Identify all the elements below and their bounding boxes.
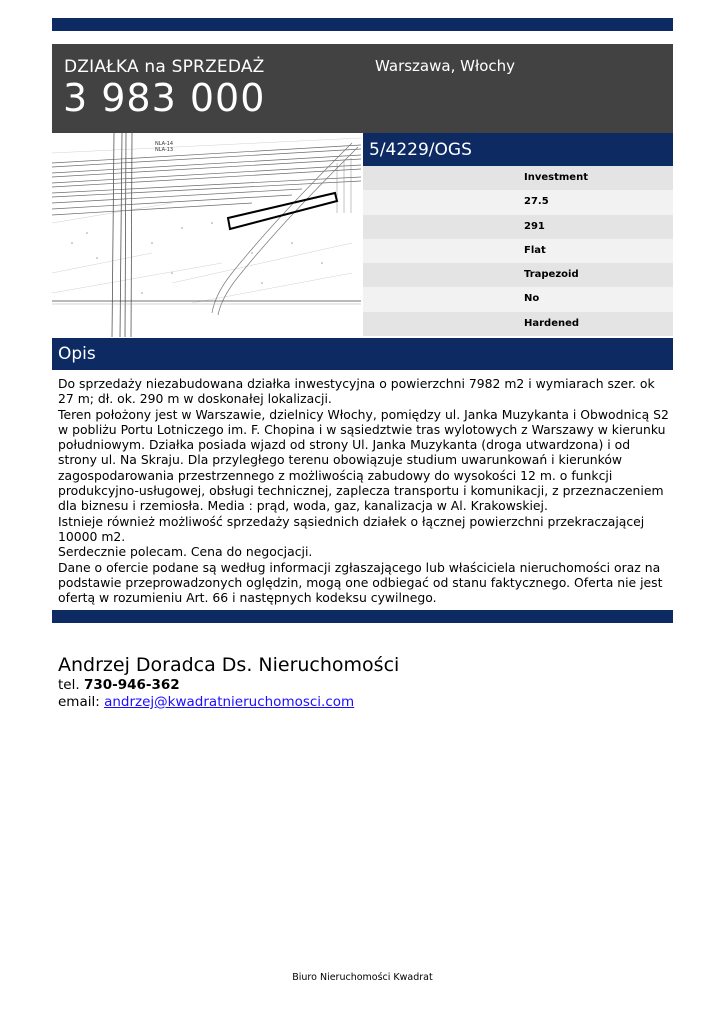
param-value: No [524,293,540,305]
agent-contact [58,653,399,711]
agent-name: Andrzej Doradca Ds. Nieruchomości [58,654,400,676]
param-value: Flat [524,244,546,256]
listing-header [52,44,673,133]
agent-email-line [58,694,399,711]
description-paragraph: Teren położony jest w Warszawie, dzielnicy Włochy, pomiędzy ul. Janka Muzykanta i Obwodnicą S2 w pobliżu Portu Lotniczego im. F. Chopina i w sąsiedztwie tras wylotowych z Warszawy w kierunku południowym. Działka posiada wjazd od strony Ul. Janka Muzykanta (droga utwardzona) i od strony ul. Na Skraju. Dla przyległego terenu obowiązuje studium uwarunkowań i kierunków zagospodarowania przestrzennego z możliwością zabudowy do wysokości 12 m. o funkcji produkcyjno-usługowej, obsługi technicznej, zaplecza transportu i komunikacji, z przeznaczeniem dla biznesu i rzemiosła. Media : prąd, woda, gaz, kanalizacja w Al. Krakowskiej. [58,406,669,514]
description-paragraph: Do sprzedaży niezabudowana działka inwestycyjna o powierzchni 7982 m2 i wymiarach szer. ok 27 m; dł. ok. 290 m w doskonałej lokalizacji. [58,376,655,407]
phone-label: tel. [58,677,80,693]
param-row [363,263,673,287]
description-paragraph: Dane o ofercie podane są według informacji zgłaszającego lub właściciela nieruchomości oraz na podstawie przeprowadzonych oględzin, mogą one odbiegać od stanu faktycznego. Oferta nie jest ofertą w rozumieniu Art. 66 i następnych kodeksu cywilnego. [58,559,663,606]
email-label: email: [58,694,100,710]
description-paragraph: Istnieje również możliwość sprzedaży sąsiednich działek o łącznej powierzchni przekraczającej 10000 m2. [58,513,645,544]
param-row [363,312,673,336]
param-value: 27.5 [524,196,549,208]
description-paragraph: Serdecznie polecam. Cena do negocjacji. [58,544,313,560]
parameters-table [363,166,673,336]
listing-location: Warszawa, Włochy [375,57,516,75]
listing-reference-bar [363,133,673,166]
param-row [363,239,673,263]
map-label-1: NLA-14 [155,141,174,147]
param-value: Investment [524,172,588,183]
listing-type: DZIAŁKA na SPRZEDAŻ [64,57,265,77]
map-label-2: NLA-13 [155,147,174,153]
top-accent-bar [52,18,673,31]
param-value: Trapezoid [524,269,579,281]
param-row [363,287,673,311]
description-text [58,376,670,605]
param-row [363,190,673,214]
description-section-header [52,338,673,370]
param-value: Hardened [524,317,580,329]
bottom-accent-bar [52,610,673,623]
agent-email-link[interactable]: andrzej@kwadratnieruchomosci.com [104,694,355,710]
param-row [363,166,673,190]
agent-phone-line [58,677,399,694]
agent-phone: 730-946-362 [83,677,180,693]
listing-price: 3 983 000 [63,76,266,120]
param-row [363,215,673,239]
plot-map-image [52,133,361,337]
param-value: 291 [524,220,545,232]
footer-office-name: Biuro Nieruchomości Kwadrat [292,972,433,983]
section-title: Opis [58,344,96,364]
plot-map-drawing [52,133,361,337]
listing-reference: 5/4229/OGS [369,140,472,160]
